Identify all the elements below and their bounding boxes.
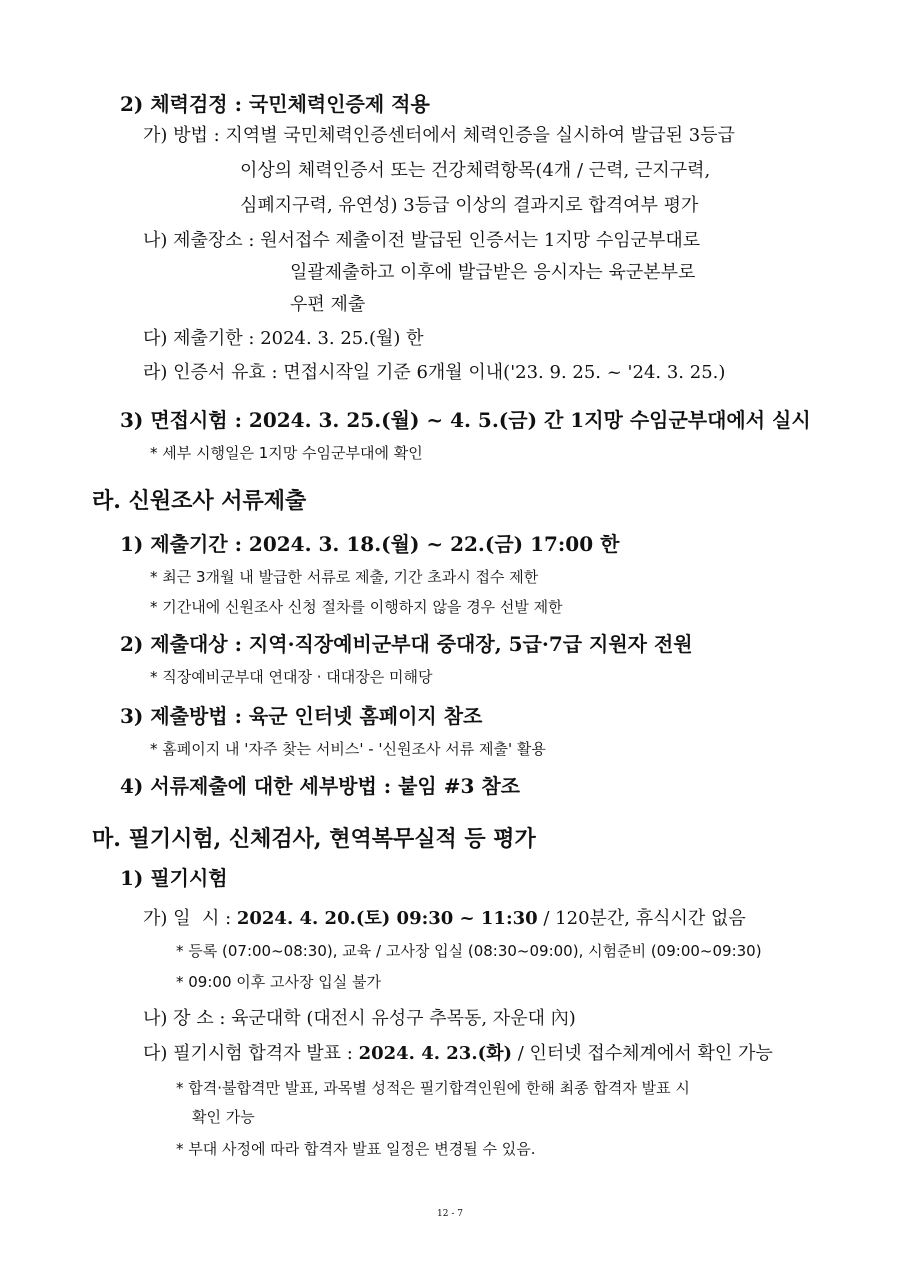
written-exam-schedule-note: * 등록 (07:00~08:30), 교육 / 고사장 입실 (08:30~09:00), 시험준비 (09:00~09:30) (176, 942, 762, 960)
bgcheck-period-note1: * 최근 3개월 내 발급한 서류로 제출, 기간 초과시 접수 제한 (150, 568, 539, 586)
fitness-validity: 라) 인증서 유효 : 면접시작일 기준 6개월 이내('23. 9. 25. ~ '24. 3. 25.) (143, 362, 726, 383)
written-exam-result-label: 다) 필기시험 합격자 발표 : (143, 1043, 359, 1064)
bgcheck-target-note: * 직장예비군부대 연대장 · 대대장은 미해당 (150, 668, 433, 686)
bgcheck-target: 2) 제출대상 : 지역·직장예비군부대 중대장, 5급·7급 지원자 전원 (120, 632, 693, 656)
written-exam-datetime-label: 가) 일 시 : (143, 908, 237, 929)
written-exam-result-note2: * 부대 사정에 따라 합격자 발표 일정은 변경될 수 있음. (176, 1140, 536, 1158)
bgcheck-period-note2: * 기간내에 신원조사 신청 절차를 이행하지 않을 경우 선발 제한 (150, 598, 563, 616)
page-number: 12 - 7 (437, 1209, 463, 1219)
fitness-submit-place-line1: 나) 제출장소 : 원서접수 제출이전 발급된 인증서는 1지망 수임군부대로 (143, 230, 701, 251)
section-title-background-check: 라. 신원조사 서류제출 (92, 488, 307, 514)
written-exam-result-note1a: * 합격·불합격만 발표, 과목별 성적은 필기합격인원에 한해 최종 합격자 발표 시 (176, 1079, 690, 1097)
heading-fitness-test: 2) 체력검정 : 국민체력인증제 적용 (120, 92, 430, 116)
fitness-submit-place-line3: 우편 제출 (290, 294, 366, 315)
written-exam-result-date: 2024. 4. 23.(화) (358, 1043, 513, 1064)
written-exam-datetime-suffix: / 120분간, 휴식시간 없음 (537, 908, 746, 929)
bgcheck-method-note: * 홈페이지 내 '자주 찾는 서비스' - '신원조사 서류 제출' 활용 (150, 740, 546, 758)
bgcheck-detail-method: 4) 서류제출에 대한 세부방법 : 붙임 #3 참조 (120, 774, 520, 798)
fitness-deadline: 다) 제출기한 : 2024. 3. 25.(월) 한 (143, 328, 424, 349)
written-exam-entry-note: * 09:00 이후 고사장 입실 불가 (176, 973, 381, 991)
heading-interview: 3) 면접시험 : 2024. 3. 25.(월) ~ 4. 5.(금) 간 1지망 수임군부대에서 실시 (120, 408, 811, 432)
written-exam-datetime-value: 2024. 4. 20.(토) 09:30 ~ 11:30 (236, 908, 538, 929)
fitness-submit-place-line2: 일괄제출하고 이후에 발급받은 응시자는 육군본부로 (290, 262, 696, 283)
fitness-method-line3: 심폐지구력, 유연성) 3등급 이상의 결과지로 합격여부 평가 (240, 195, 699, 216)
section-title-evaluation: 마. 필기시험, 신체검사, 현역복무실적 등 평가 (92, 826, 536, 852)
interview-note: * 세부 시행일은 1지망 수임군부대에 확인 (150, 444, 423, 462)
written-exam-heading: 1) 필기시험 (120, 866, 228, 890)
written-exam-datetime (143, 910, 746, 928)
fitness-method-line2: 이상의 체력인증서 또는 건강체력항목(4개 / 근력, 근지구력, (240, 160, 711, 181)
bgcheck-method: 3) 제출방법 : 육군 인터넷 홈페이지 참조 (120, 704, 483, 728)
bgcheck-period: 1) 제출기간 : 2024. 3. 18.(월) ~ 22.(금) 17:00 한 (120, 532, 620, 556)
written-exam-location: 나) 장 소 : 육군대학 (대전시 유성구 추목동, 자운대 內) (143, 1008, 576, 1029)
written-exam-result-note1b: 확인 가능 (192, 1108, 255, 1126)
written-exam-result (143, 1045, 773, 1063)
fitness-method-line1: 가) 방법 : 지역별 국민체력인증센터에서 체력인증을 실시하여 발급된 3등급 (143, 125, 735, 146)
written-exam-result-suffix: / 인터넷 접수체계에서 확인 가능 (512, 1043, 773, 1064)
